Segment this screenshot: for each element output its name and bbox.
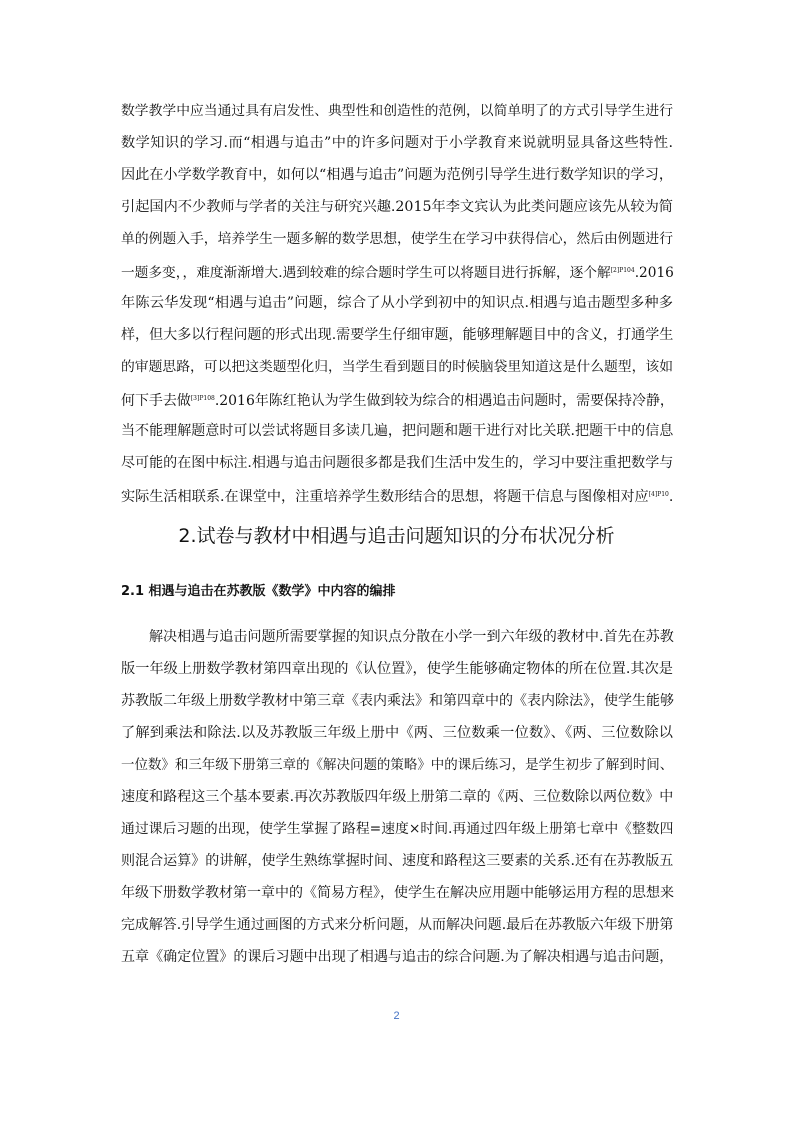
body-line: 数学知识的学习.而“相遇与追击”中的许多问题对于小学教育来说就明显具备这些特性.	[121, 135, 673, 151]
citation-ref: [3]P108	[190, 395, 215, 402]
subsection-heading: 2.1 相遇与追击在苏教版《数学》中内容的编排	[121, 584, 396, 599]
body-line: 五章《确定位置》的课后习题中出现了相遇与追击的综合问题.为了解决相遇与追击问题，	[121, 949, 674, 965]
body-line: 了解到乘法和除法.以及苏教版三年级上册中《两、三位数乘一位数》、《两、三位数除以	[121, 725, 673, 741]
body-text: .2016	[634, 265, 674, 281]
page-number: 2	[393, 1010, 400, 1022]
body-line: 数学教学中应当通过具有启发性、典型性和创造性的范例，以简单明了的方式引导学生进行	[121, 103, 673, 119]
body-line: 速度和路程这三个基本要素.再次苏教版四年级上册第二章的《两、三位数除以两位数》中	[121, 789, 674, 805]
body-line: 因此在小学数学教育中，如何以“相遇与追击”问题为范例引导学生进行数学知识的学习，	[121, 167, 673, 183]
body-line: 完成解答.引导学生通过画图的方式来分析问题，从而解决问题.最后在苏教版六年级下册第	[121, 917, 674, 933]
body-line: 尽可能的在图中标注.相遇与追击问题很多都是我们生活中发生的，学习中要注重把数学与	[121, 455, 674, 471]
body-text: 何下手去做	[121, 393, 191, 409]
body-line: 样，但大多以行程问题的形式出现.需要学生仔细审题，能够理解题目中的含义，打通学生	[121, 327, 674, 343]
body-line	[121, 389, 673, 411]
body-line: 通过课后习题的出现，使学生掌握了路程=速度×时间.再通过四年级上册第七章中《整数四	[121, 821, 674, 837]
citation-ref: [2]P104	[610, 267, 635, 274]
body-line: 解决相遇与追击问题所需要掌握的知识点分散在小学一到六年级的教材中.首先在苏教	[149, 629, 674, 645]
body-line: 版一年级上册数学教材第四章出现的《认位置》，使学生能够确定物体的所在位置.其次是	[121, 661, 673, 677]
body-text: 实际生活相联系.在课堂中，注重培养学生数形结合的思想，将题干信息与图像相对应	[121, 489, 649, 505]
body-text: 一题多变，，难度渐渐增大.遇到较难的综合题时学生可以将题目进行拆解，逐个解	[121, 265, 611, 281]
body-line: 单的例题入手，培养学生一题多解的数学思想，使学生在学习中获得信心，然后由例题进行	[121, 231, 673, 247]
body-line: 年级下册数学教材第一章中的《简易方程》，使学生在解决应用题中能够运用方程的思想来	[121, 885, 674, 901]
body-line	[121, 485, 673, 507]
body-line: 引起国内不少教师与学者的关注与研究兴趣.2015年李文宾认为此类问题应该先从较为简	[121, 199, 673, 215]
body-line: 苏教版二年级上册数学教材中第三章《表内乘法》和第四章中的《表内除法》，使学生能够	[121, 693, 674, 709]
body-line	[121, 261, 673, 283]
body-text: .	[668, 489, 674, 505]
body-line: 一位数》和三年级下册第三章的《解决问题的策略》中的课后练习，是学生初步了解到时间、	[121, 757, 674, 773]
section-heading: 2.试卷与教材中相遇与追击问题知识的分布状况分析	[178, 525, 615, 547]
body-line: 当不能理解题意时可以尝试将题目多读几遍，把问题和题干进行对比关联.把题干中的信息	[121, 423, 674, 439]
body-line: 年陈云华发现“相遇与追击”问题，综合了从小学到初中的知识点.相遇与追击题型多种多	[121, 295, 673, 311]
citation-ref: [4]P10	[648, 491, 669, 498]
body-line: 的审题思路，可以把这类题型化归，当学生看到题目的时候脑袋里知道这是什么题型，该如	[121, 359, 673, 375]
body-text: .2016年陈红艳认为学生做到较为综合的相遇追击问题时，需要保持冷静，	[214, 393, 674, 409]
body-line: 则混合运算》的讲解，使学生熟练掌握时间、速度和路程这三要素的关系.还有在苏教版五	[121, 853, 674, 869]
